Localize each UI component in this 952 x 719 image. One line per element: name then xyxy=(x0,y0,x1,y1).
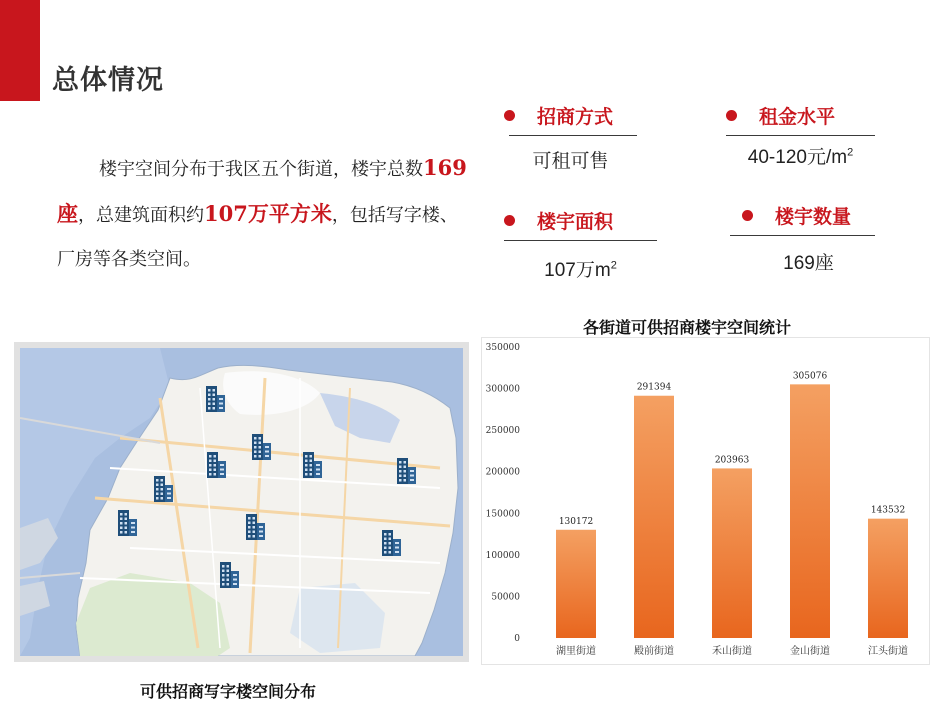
bar-chart xyxy=(482,338,929,664)
kpi-rent-level xyxy=(726,102,875,169)
kpi-value: 107万$m^2$ xyxy=(544,259,617,281)
y-tick-label: 0 xyxy=(514,634,520,644)
kpi-building-area xyxy=(504,207,657,282)
page-title: 总体情况 xyxy=(52,65,164,96)
x-category-label: 湖里街道 xyxy=(556,646,596,657)
kpi-label: 楼宇面积 xyxy=(537,211,614,233)
y-tick-label: 150000 xyxy=(485,509,520,520)
x-category-label: 禾山街道 xyxy=(712,646,752,657)
bar xyxy=(868,519,908,638)
y-tick-label: 50000 xyxy=(491,592,520,603)
map-caption: 可供招商写字楼空间分布 xyxy=(140,682,317,701)
kpi-value: 可租可售 xyxy=(532,151,609,172)
bar xyxy=(712,468,752,638)
area-highlight: 107万平方米 xyxy=(204,201,332,226)
y-tick-label: 300000 xyxy=(485,384,520,395)
intro-text-3: ，包括写字楼、厂房等各类空间。 xyxy=(57,205,458,270)
chart-title: 各街道可供招商楼宇空间统计 xyxy=(583,318,792,337)
kpi-divider xyxy=(730,235,875,236)
kpi-label: 招商方式 xyxy=(537,106,614,128)
kpi-divider xyxy=(509,135,637,136)
district-map xyxy=(14,342,469,662)
kpi-building-count xyxy=(742,202,875,275)
kpi-label: 楼宇数量 xyxy=(775,206,852,228)
bar-value-label: 143532 xyxy=(870,505,906,516)
x-category-label: 殿前街道 xyxy=(634,646,674,657)
x-category-label: 金山街道 xyxy=(790,646,830,657)
y-tick-label: 250000 xyxy=(485,426,520,437)
bar-value-label: 203963 xyxy=(714,455,750,466)
building-count-highlight: 169座 xyxy=(57,155,467,226)
intro-text-2: ，总建筑面积约 xyxy=(78,205,204,226)
bar xyxy=(790,384,830,638)
bullet-icon xyxy=(726,110,737,121)
bar-value-label: 305076 xyxy=(792,371,828,382)
y-tick-label: 100000 xyxy=(485,550,520,561)
kpi-divider xyxy=(504,240,657,241)
intro-text-1: 楼宇空间分布于我区五个街道，楼宇总数 xyxy=(99,159,423,180)
kpi-divider xyxy=(726,135,875,136)
x-category-label: 江头街道 xyxy=(868,646,908,657)
kpi-value: 40-120元$/m^2$ xyxy=(747,146,854,168)
intro-paragraph xyxy=(57,146,467,282)
kpi-leasing-mode xyxy=(504,102,637,173)
bar xyxy=(556,530,596,638)
bar xyxy=(634,396,674,638)
kpi-label: 租金水平 xyxy=(759,106,836,128)
y-tick-label: 200000 xyxy=(485,467,520,478)
accent-bar xyxy=(0,0,40,101)
bullet-icon xyxy=(742,210,753,221)
bar-value-label: 130172 xyxy=(558,516,594,527)
kpi-value: 169座 xyxy=(783,253,834,274)
y-tick-label: 350000 xyxy=(485,343,520,353)
bullet-icon xyxy=(504,215,515,226)
bullet-icon xyxy=(504,110,515,121)
bar-value-label: 291394 xyxy=(636,382,672,393)
